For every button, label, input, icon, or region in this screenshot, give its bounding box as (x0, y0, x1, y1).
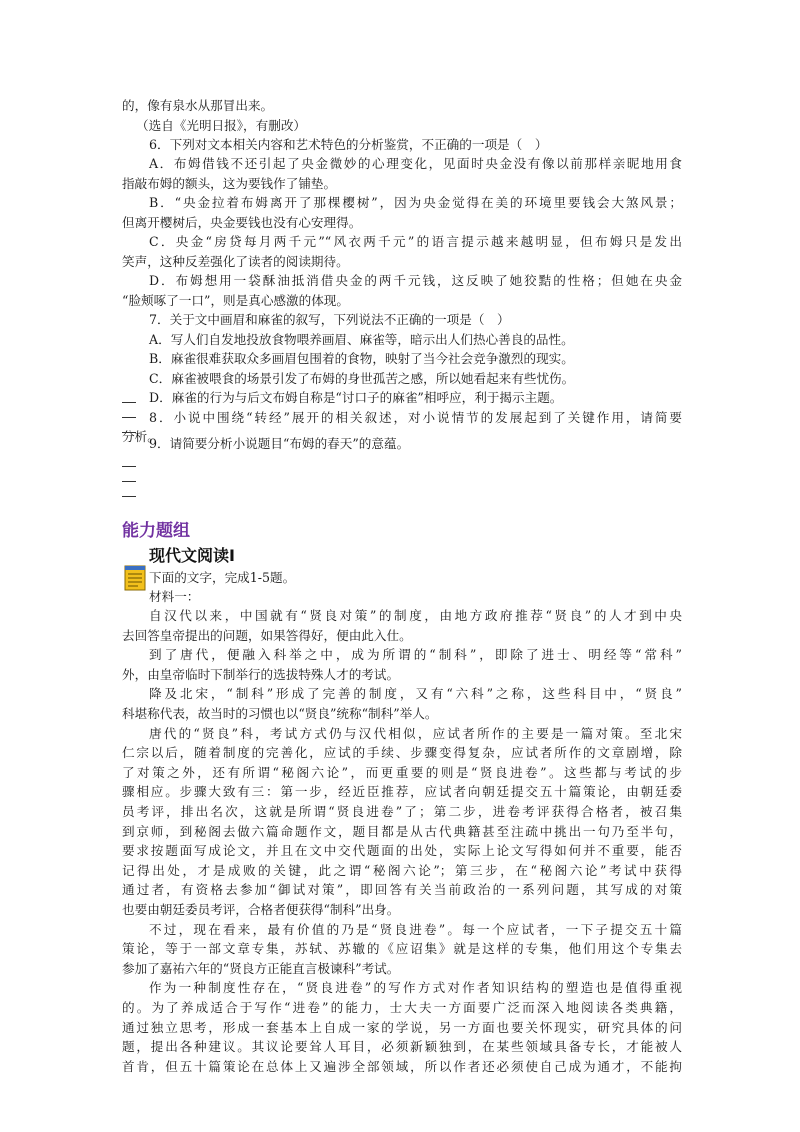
question-7-option-d: D．麻雀的行为与后文布姆自称是“讨口子的麻雀”相呼应，利于揭示主题。 (149, 390, 563, 405)
question-6-option-b: B．“央金拉着布姆离开了那棵樱树”，因为央金觉得在美的环境里要钱会大煞风景； (149, 195, 682, 210)
answer-line[interactable] (122, 402, 136, 403)
passage-line: 作为一种制度性存在，“贤良进卷”的写作方式对作者知识结构的塑造也是值得重视 (149, 980, 682, 996)
passage-line: 也要由朝廷委员考评，合格者便获得“制科”出身。 (122, 902, 400, 917)
question-6-option-a-cont: 指敲布姆的额头，这为要钱作了铺垫。 (122, 176, 337, 191)
material-label: 材料一： (149, 589, 200, 604)
passage-line: 记得出处，才是成败的关键，此之谓“秘阁六论”；第三步，在“秘阁六论”考试中获得 (122, 862, 682, 878)
source-note: （选自《光明日报》，有删改） (136, 118, 307, 133)
question-6-stem: 6．下列对文本相关内容和艺术特色的分析鉴赏，不正确的一项是（ ） (149, 137, 548, 152)
answer-line[interactable] (122, 466, 136, 467)
passage-line: 首肯，但五十篇策论在总体上又遍涉全部领域，所以作者还必须使自己成为通才，不能拘 (122, 1058, 682, 1074)
passage-line: 通过者，有资格去参加“御试对策”，即回答有关当前政治的一系列问题，其写成的对策 (122, 882, 682, 898)
question-7-option-b: B．麻雀很难获取众多画眉包围着的食物，映射了当今社会竞争激烈的现实。 (149, 351, 574, 366)
answer-line[interactable] (122, 432, 136, 433)
question-6-option-d: D．布姆想用一袋酥油抵消借央金的两千元钱，这反映了她狡黠的性格；但她在央金 (149, 273, 682, 288)
passage-line: 自汉代以来，中国就有“贤良对策”的制度，由地方政府推荐“贤良”的人才到中央 (149, 608, 682, 623)
passage-line: 外，由皇帝临时下制举行的选拔特殊人才的考试。 (122, 666, 400, 682)
answer-line[interactable] (122, 481, 136, 482)
question-6-option-a: A．布姆借钱不还引起了央金微妙的心理变化，见面时央金没有像以前那样亲昵地用食 (149, 156, 682, 171)
question-7-option-c: C．麻雀被喂食的场景引发了布姆的身世孤苦之感，所以她看起来有些忧伤。 (149, 371, 575, 386)
passage-line: 仁宗以后，随着制度的完善化，应试的手续、步骤变得复杂，应试者所作的文章剧增，除 (122, 745, 682, 761)
answer-line[interactable] (122, 496, 136, 497)
passage-line: 题，提出各种建议。其议论要耸人耳目，必须新颖独到，在某些领域具备专长，才能被人 (122, 1039, 682, 1055)
question-8-stem-cont: 分析。 (122, 429, 160, 444)
question-7-stem: 7．关于文中画眉和麻雀的叙写，下列说法不正确的一项是（ ） (149, 312, 510, 327)
question-9-stem: 9．请简要分析小说题目“布姆的春天”的意蕴。 (149, 436, 410, 451)
passage-line: 到京师，到秘阁去做六篇命题作文，题目都是从古代典籍甚至注疏中挑出一句乃至半句， (122, 823, 682, 839)
question-8-stem: 8．小说中围绕“转经”展开的相关叙述，对小说情节的发展起到了关键作用，请简要 (149, 410, 682, 425)
question-6-option-d-cont: “脸颊啄了一口”，则是真心感激的体现。 (122, 293, 349, 308)
question-6-option-b-cont: 但离开樱树后，央金要钱也没有心安理得。 (122, 215, 362, 230)
notepad-icon (124, 563, 146, 591)
question-6-option-c-cont: 笑声，这种反差强化了读者的阅读期待。 (122, 254, 349, 269)
passage-line: 要求按题面写成论文，并且在文中交代题面的出处，实际上论文写得如何并不重要，能否 (122, 843, 682, 859)
passage-line: 不过，现在看来，最有价值的乃是“贤良进卷”。每一个应试者，一下子提交五十篇 (149, 921, 682, 937)
passage-line: 参加了嘉祐六年的“贤良方正能直言极谏科”考试。 (122, 960, 400, 976)
passage-line: 降及北宋，“制科”形成了完善的制度，又有“六科”之称，这些科目中，“贤良” (149, 686, 682, 702)
passage-line: 员考评，排出名次，这就是所谓“贤良进卷”了；第二步，进卷考评获得合格者，被召集 (122, 804, 682, 819)
passage-tail: 的，像有泉水从那冒出来。 (122, 98, 274, 113)
reading-instruction: 下面的文字，完成1-5题。 (149, 570, 296, 585)
passage-line: 通过独立思考，形成一套基本上自成一家的学说，另一方面也要关怀现实，研究具体的问 (122, 1019, 682, 1035)
sub-title: 现代文阅读I (149, 546, 235, 565)
passage-line: 骤相应。步骤大致有三：第一步，经近臣推荐，应试者向朝廷提交五十篇策论，由朝廷委 (122, 784, 682, 800)
passage-line: 去回答皇帝提出的问题，如果答得好，便由此入仕。 (122, 627, 412, 643)
passage-line: 唐代的“贤良”科，考试方式仍与汉代相似，应试者所作的主要是一篇对策。至北宋 (149, 725, 682, 741)
question-6-option-c: C．央金“房贷每月两千元”“风衣两千元”的语言提示越来越明显，但布姆只是发出 (149, 234, 682, 249)
passage-line: 了对策之外，还有所谓“秘阁六论”，而更重要的则是“贤良进卷”。这些都与考试的步 (122, 764, 682, 780)
passage-line: 策论，等于一部文章专集，苏轼、苏辙的《应诏集》就是这样的专集，他们用这个专集去 (122, 941, 682, 957)
answer-line[interactable] (122, 417, 136, 418)
question-7-option-a: A．写人们自发地投放食物喂养画眉、麻雀等，暗示出人们热心善良的品性。 (149, 332, 574, 347)
passage-line: 科堪称代表，故当时的习惯也以“贤良”统称“制科”举人。 (122, 706, 438, 721)
passage-line: 的。为了养成适合于写作“进卷”的能力，士大夫一方面要广泛而深入地阅读各类典籍， (122, 1000, 682, 1015)
passage-line: 到了唐代，便融入科举之中，成为所谓的“制科”，即除了进士、明经等“常科” (149, 647, 682, 663)
section-title: 能力题组 (122, 521, 190, 541)
